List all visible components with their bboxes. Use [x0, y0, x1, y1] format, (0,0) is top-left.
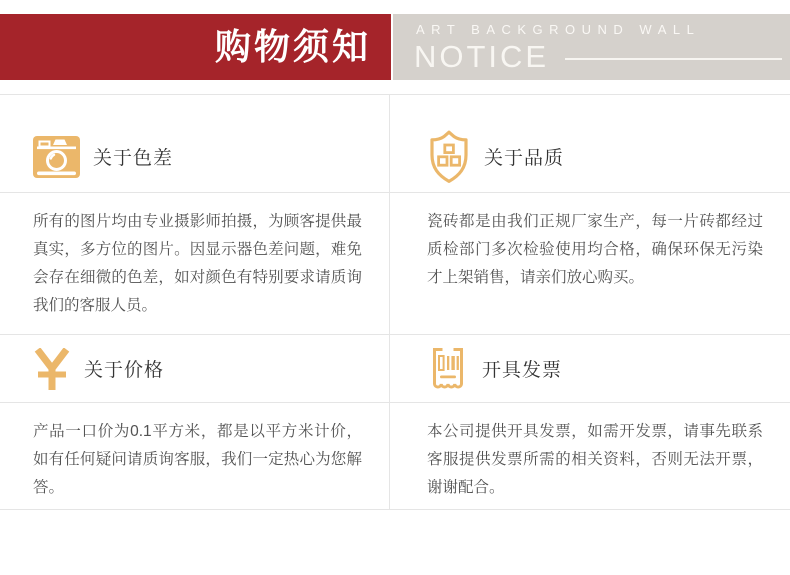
card-text-price: 产品一口价为0.1平方米，都是以平方米计价，如有任何疑问请质询客服，我们一定热心为您解答。: [33, 423, 362, 496]
shield-quality-icon: [427, 130, 471, 184]
card-header-color-difference: [0, 94, 390, 192]
card-text-invoice: 本公司提供开具发票，如需开发票，请事先联系客服提供发票所需的相关资料，否则无法开票，谢谢配合。: [427, 423, 763, 496]
page-title: 购物须知: [214, 26, 371, 67]
card-title-color-difference: 关于色差: [93, 148, 174, 169]
camera-icon: [33, 135, 80, 179]
card-title-quality: 关于品质: [484, 148, 565, 169]
header-subtitle-block: [393, 14, 790, 80]
shopping-notice-page: [0, 14, 790, 510]
card-header-invoice: [390, 334, 790, 402]
header-notice-row: [414, 40, 782, 74]
card-body-quality: [390, 192, 790, 334]
header-tagline: ART BACKGROUND WALL: [416, 22, 701, 37]
card-body-color-difference: [0, 192, 390, 334]
card-body-price: [0, 402, 390, 509]
page-header: [0, 14, 790, 80]
yuan-price-icon: [33, 348, 71, 390]
card-header-quality: [390, 94, 790, 192]
card-title-invoice: 开具发票: [482, 360, 563, 381]
header-title-block: [0, 14, 391, 80]
card-text-color-difference: 所有的图片均由专业摄影师拍摄，为顾客提供最真实，多方位的图片。因显示器色差问题，难免会存在细微的色差，如对颜色有特别要求请质询我们的客服人员。: [33, 213, 362, 314]
notice-grid: [0, 94, 790, 510]
invoice-icon: [427, 346, 469, 392]
card-text-quality: 瓷砖都是由我们正规厂家生产，每一片砖都经过质检部门多次检验使用均合格，确保环保无污染才上架销售，请亲们放心购买。: [427, 213, 763, 286]
card-body-invoice: [390, 402, 790, 509]
card-title-price: 关于价格: [84, 360, 165, 381]
header-notice-text: NOTICE: [414, 39, 550, 74]
header-decor-line: [565, 58, 782, 60]
card-header-price: [0, 334, 390, 402]
